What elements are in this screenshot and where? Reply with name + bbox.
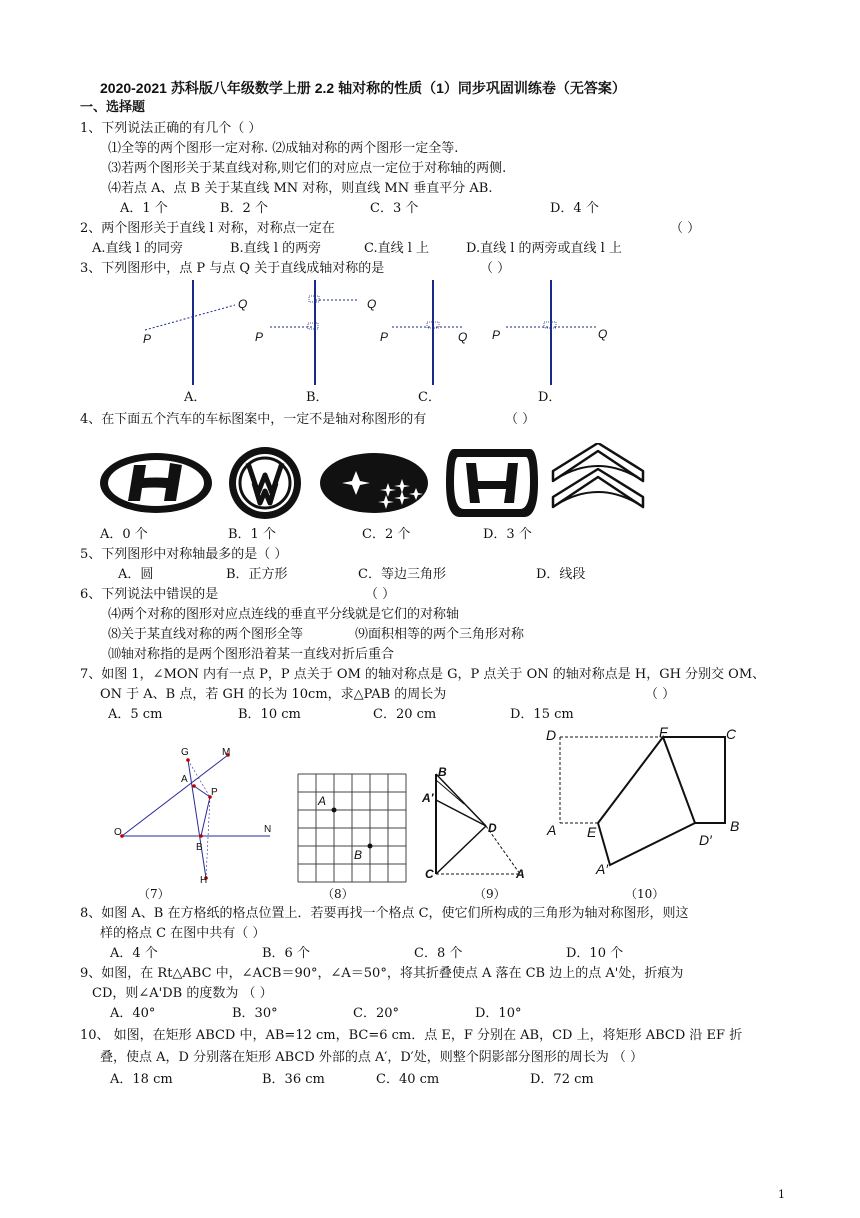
fig9-label-a: A <box>516 867 525 881</box>
fig10-label-f: F <box>659 724 668 740</box>
fig8-caption: （8） <box>322 887 354 901</box>
q8-option-c: C．8 个 <box>414 946 463 961</box>
q1-stem: 1、下列说法正确的有几个（ ） <box>80 121 262 136</box>
q5-option-a: A．圆 <box>118 567 154 582</box>
q3-caption-b: B． <box>306 390 329 405</box>
q9-option-d: D．10° <box>475 1006 522 1021</box>
q9-stem: CD，则∠A'DB 的度数为 （ ） <box>92 986 273 1001</box>
q8-option-d: D．10 个 <box>566 946 624 961</box>
fig10-label-d-prime: D′ <box>699 832 712 848</box>
fig10-label-d: D <box>546 727 557 743</box>
q6-statement: ⑻关于某直线对称的两个图形全等 <box>108 627 304 642</box>
figure-7 <box>110 740 280 885</box>
q9-option-a: A．40° <box>110 1006 156 1021</box>
q7-option-d: D．15 cm <box>510 707 574 722</box>
q3-paren: （ ） <box>480 261 511 276</box>
q8-option-a: A．4 个 <box>110 946 158 961</box>
q3-caption-c: C． <box>418 390 441 405</box>
q7-option-b: B．10 cm <box>238 707 301 722</box>
q3-label-p: P <box>255 330 264 344</box>
fig7-label-h: H <box>200 875 208 886</box>
q5-option-c: C．等边三角形 <box>358 567 446 582</box>
q1-option-d: D．4 个 <box>550 201 599 216</box>
q7-paren: （ ） <box>645 687 676 702</box>
fig10-label-a: A <box>547 822 557 838</box>
q6-paren: （ ） <box>365 587 396 602</box>
q3-label-q: Q <box>238 297 248 311</box>
q3-stem: 3、下列图形中，点 P 与点 Q 关于直线成轴对称的是 <box>80 261 385 276</box>
fig7-label-g: G <box>181 747 189 758</box>
q2-option-c: C.直线 l 上 <box>364 241 430 256</box>
fig7-label-m: M <box>222 747 231 758</box>
q3-label-p: P <box>492 328 501 342</box>
q2-stem: 2、两个图形关于直线 l 对称，对称点一定在 <box>80 221 335 236</box>
figure-8 <box>296 772 408 884</box>
car-logos <box>98 443 658 523</box>
fig8-label-b: B <box>354 848 363 862</box>
q3-caption-d: D． <box>538 390 562 405</box>
q9-option-b: B．30° <box>232 1006 278 1021</box>
fig9-label-c: C <box>425 867 434 881</box>
fig10-label-b: B <box>730 818 740 834</box>
fig7-label-o: O <box>114 827 122 838</box>
q4-option-d: D．3 个 <box>483 527 532 542</box>
q6-statement: ⑽轴对称指的是两个图形沿着某一直线对折后重合 <box>108 647 395 662</box>
q7-option-c: C．20 cm <box>373 707 437 722</box>
q1-statement: ⑶若两个图形关于某直线对称,则它们的对应点一定位于对称轴的两侧. <box>108 161 507 176</box>
fig9-label-d: D <box>488 821 497 835</box>
fig10-label-c: C <box>726 726 737 742</box>
q5-option-d: D．线段 <box>536 567 586 582</box>
q5-stem: 5、下列图形中对称轴最多的是（ ） <box>80 547 288 562</box>
q10-option-d: D．72 cm <box>530 1072 594 1087</box>
fig7-label-n: N <box>264 824 272 835</box>
fig7-label-a: A <box>181 774 188 785</box>
q1-statement: ⑷若点 A、点 B 关于某直线 MN 对称，则直线 MN 垂直平分 AB. <box>108 181 493 196</box>
q3-label-q: Q <box>367 297 377 311</box>
fig9-caption: （9） <box>474 887 506 901</box>
fig7-caption: （7） <box>138 887 170 901</box>
q7-stem: 7、如图 1，∠MON 内有一点 P，P 点关于 OM 的轴对称点是 G，P 点关于 ON 的轴对称点是 H，GH 分别交 OM、 <box>80 667 766 682</box>
q10-stem: 叠，使点 A，D 分别落在矩形 ABCD 外部的点 A′，D′处，则整个阴影部分图形的周长为 （ ） <box>100 1050 644 1065</box>
hyundai-logo-icon <box>100 453 212 513</box>
fig10-label-e: E <box>587 824 597 840</box>
honda-logo-icon <box>446 449 538 517</box>
q1-statement: ⑴全等的两个图形一定对称. ⑵成轴对称的两个图形一定全等. <box>108 141 459 156</box>
q2-option-d: D.直线 l 的两旁或直线 l 上 <box>466 241 622 256</box>
q9-stem: 9、如图，在 Rt△ABC 中，∠ACB＝90°，∠A＝50°，将其折叠使点 A 落在 CB 边上的点 A'处，折痕为 <box>80 966 684 981</box>
page-number: 1 <box>778 1188 785 1201</box>
q6-stem: 6、下列说法中错误的是 <box>80 587 219 602</box>
q8-stem: 8、如图 A、B 在方格纸的格点位置上．若要再找一个格点 C，使它们所构成的三角形为轴对称图形，则这 <box>80 906 689 921</box>
subaru-logo-icon <box>320 453 428 513</box>
figure-9 <box>420 760 530 885</box>
fig7-label-p: P <box>211 787 218 798</box>
q4-option-a: A．0 个 <box>100 527 148 542</box>
q2-paren: （ ） <box>670 221 701 236</box>
q3-label-q: Q <box>598 327 608 341</box>
volkswagen-logo-icon <box>229 447 301 519</box>
figure-10 <box>545 725 745 875</box>
q6-statement: ⑷两个对称的图形对应点连线的垂直平分线就是它们的对称轴 <box>108 607 460 622</box>
q9-option-c: C．20° <box>353 1006 399 1021</box>
q1-option-b: B．2 个 <box>220 201 268 216</box>
q2-option-b: B.直线 l 的两旁 <box>230 241 322 256</box>
q8-stem: 样的格点 C 在图中共有（ ） <box>100 926 266 941</box>
page-title: 2020-2021 苏科版八年级数学上册 2.2 轴对称的性质（1）同步巩固训练卷（无答案） <box>100 80 626 96</box>
q10-option-c: C．40 cm <box>376 1072 440 1087</box>
q5-option-b: B．正方形 <box>226 567 288 582</box>
q1-option-a: A．1 个 <box>120 201 168 216</box>
fig7-label-b: B <box>196 842 203 853</box>
q3-label-q: Q <box>458 330 468 344</box>
q3-label-p: P <box>143 332 152 346</box>
q3-caption-a: A． <box>184 390 207 405</box>
fig9-label-a-prime: A′ <box>422 791 434 805</box>
fig8-label-a: A <box>318 794 327 808</box>
q7-stem: ON 于 A、B 点，若 GH 的长为 10cm，求△PAB 的周长为 <box>100 687 447 702</box>
q10-stem: 10、 如图，在矩形 ABCD 中，AB=12 cm，BC=6 cm．点 E，F 分别在 AB，CD 上，将矩形 ABCD 沿 EF 折 <box>80 1028 743 1043</box>
q1-option-c: C．3 个 <box>370 201 419 216</box>
q3-label-p: P <box>380 330 389 344</box>
section-heading: 一、选择题 <box>80 100 146 115</box>
q4-option-b: B．1 个 <box>228 527 276 542</box>
fig10-label-a-prime: A′ <box>596 861 608 877</box>
q7-option-a: A．5 cm <box>108 707 163 722</box>
q4-option-c: C．2 个 <box>362 527 411 542</box>
q4-paren: （ ） <box>505 412 536 427</box>
q10-option-a: A．18 cm <box>110 1072 173 1087</box>
fig9-label-b: B <box>438 765 447 779</box>
fig10-caption: （10） <box>625 887 665 901</box>
q6-statement: ⑼面积相等的两个三角形对称 <box>355 627 525 642</box>
q4-stem: 4、在下面五个汽车的车标图案中，一定不是轴对称图形的有 <box>80 412 427 427</box>
q10-option-b: B．36 cm <box>262 1072 325 1087</box>
citroen-logo-icon <box>553 443 643 507</box>
q8-option-b: B．6 个 <box>262 946 310 961</box>
q2-option-a: A.直线 l 的同旁 <box>92 241 183 256</box>
